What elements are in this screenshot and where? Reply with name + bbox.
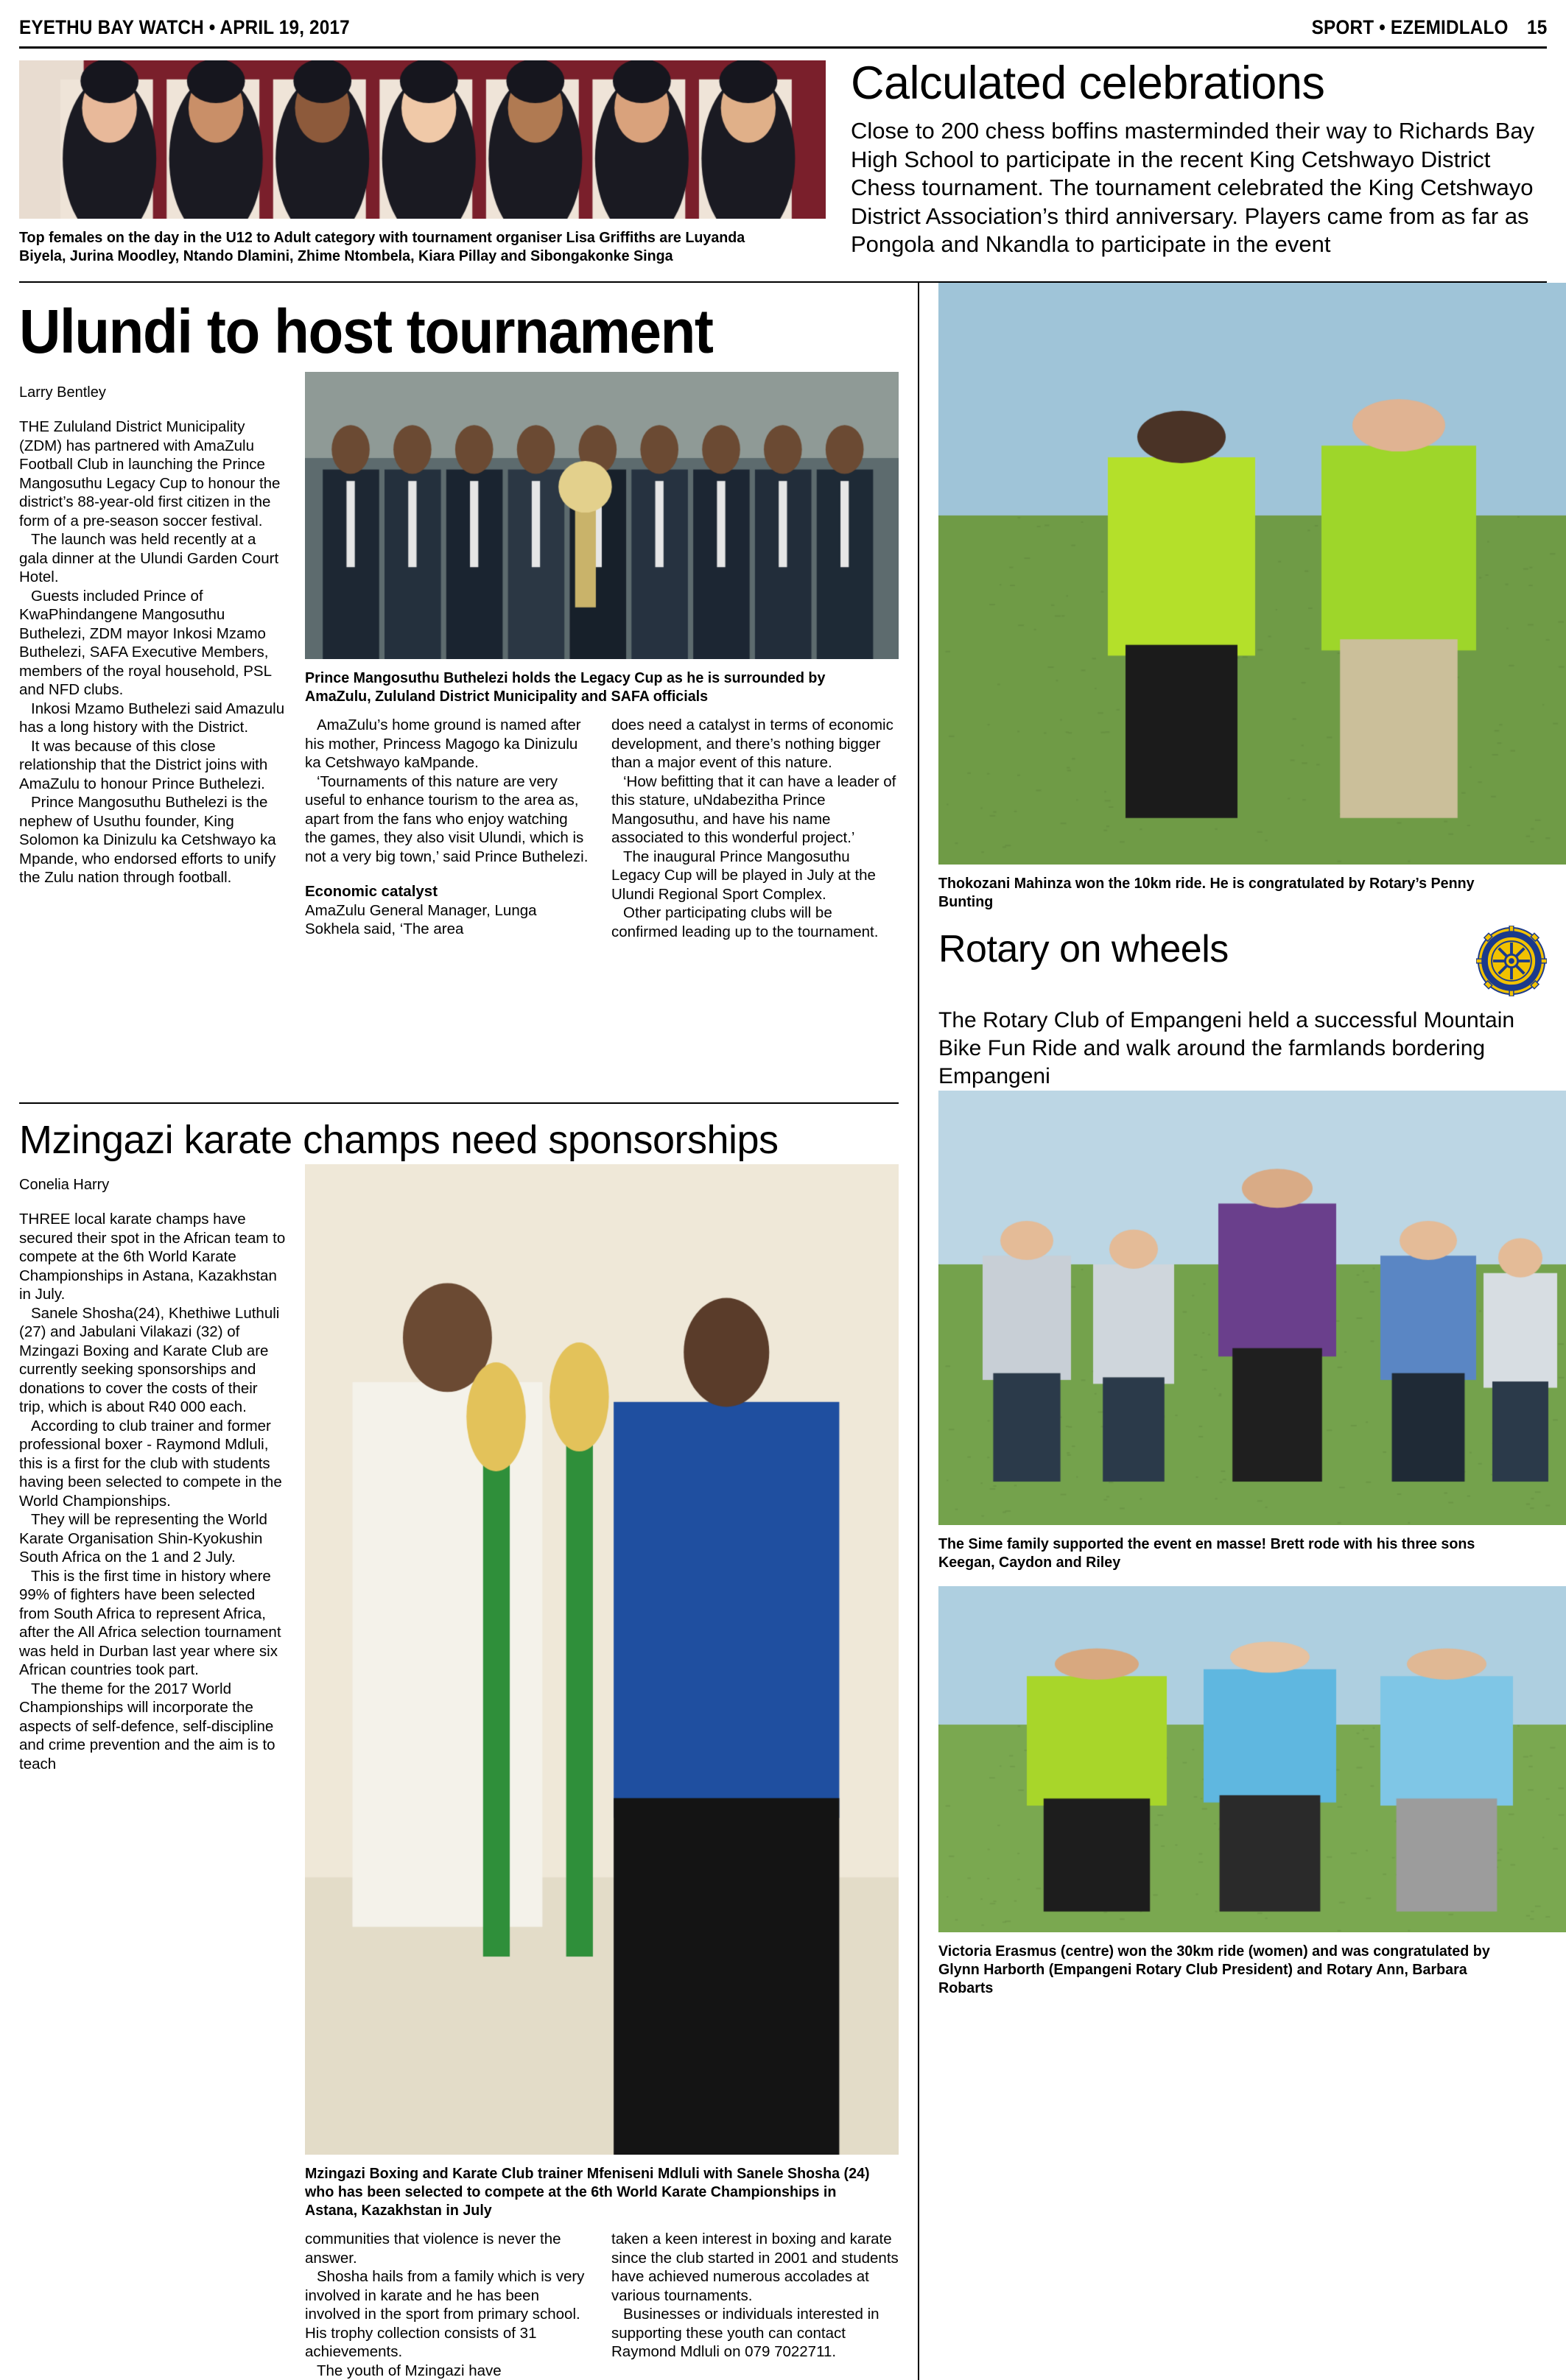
chess-photo — [19, 60, 826, 219]
paragraph: This is the first time in history where 99% of fighters have been selected from South Africa to represent Africa, after the All Africa selection tournament was held in Durban last year where six African countries took part. — [19, 1567, 286, 1680]
paragraph: ‘How befitting that it can have a leader of this stature, uNdabezitha Prince Mangosuthu, and have his name associated to this wonderful project.’ — [611, 772, 899, 848]
masthead — [19, 0, 1547, 46]
rotary-standfirst: The Rotary Club of Empangeni held a successful Mountain Bike Fun Ride and walk around the farmlands bordering Empangeni — [938, 1007, 1547, 1091]
paragraph: THE Zululand District Municipality (ZDM) has partnered with AmaZulu Football Club in launching the Prince Mangosuthu Legacy Cup to honour the district’s 88-year-old first citizen in the form of a pre-season soccer festival. — [19, 418, 286, 530]
paragraph: Prince Mangosuthu Buthelezi is the nephew of Usuthu founder, King Solomon ka Dinizulu ka Cetshwayo ka Mpande, who endorsed efforts to unify the Zulu nation through football. — [19, 793, 286, 887]
paragraph: They will be representing the World Karate Organisation Shin-Kyokushin South Africa on the 1 and 2 July. — [19, 1510, 286, 1567]
rotary-article — [919, 283, 1547, 1091]
paragraph: does need a catalyst in terms of economic development, and there’s nothing bigger than a major event of this nature. — [611, 716, 899, 772]
ulundi-subhead: Economic catalyst — [305, 882, 592, 901]
rotary-photos — [919, 1091, 1547, 2380]
karate-byline: Conelia Harry — [19, 1176, 286, 1194]
masthead-right: SPORT • EZEMIDLALO — [1312, 16, 1509, 39]
section-rule-2 — [19, 1102, 899, 1104]
paragraph: ‘Tournaments of this nature are very useful to enhance tourism to the area as, apart from the fans who enjoy watching the games, they also visit Ulundi, which is not a very big town,’ said Prince Buthelezi. — [305, 772, 592, 867]
ulundi-col1-text — [19, 418, 286, 887]
ulundi-column-1 — [19, 372, 286, 941]
paragraph: Guests included Prince of KwaPhindangene Mangosuthu Buthelezi, ZDM mayor Inkosi Mzamo Buthelezi, SAFA Executive Members, members of the royal household, PSL and NFD clubs. — [19, 587, 286, 700]
chess-section — [19, 49, 1547, 265]
chess-headline: Calculated celebrations — [851, 60, 1547, 107]
ulundi-rotary-section — [19, 283, 1547, 1091]
rotary-headline: Rotary on wheels — [938, 930, 1229, 968]
paragraph: The theme for the 2017 World Championships will incorporate the aspects of self-defence, self-discipline and crime prevention and the aim is to teach — [19, 1680, 286, 1774]
karate-column-1 — [19, 1164, 286, 2380]
karate-photo-caption: Mzingazi Boxing and Karate Club trainer Mfeniseni Mdluli with Sanele Shosha (24) who has been selected to compete at the 6th World Karate Championships in Astana, Kazakhstan in July — [305, 2164, 875, 2219]
victoria-photo-caption: Victoria Erasmus (centre) won the 30km ride (women) and was congratulated by Glynn Harborth (Empangeni Rotary Club President) and Rotary Ann, Barbara Robarts — [938, 1942, 1523, 1997]
ulundi-headline: Ulundi to host tournament — [19, 296, 837, 367]
rotary-photo-caption: Thokozani Mahinza won the 10km ride. He is congratulated by Rotary’s Penny Bunting — [938, 874, 1523, 911]
paragraph: Other participating clubs will be confirmed leading up to the tournament. — [611, 904, 899, 941]
karate-article — [19, 1091, 919, 2380]
chess-standfirst: Close to 200 chess boffins masterminded their way to Richards Bay High School to participate in the recent King Cetshwayo District Chess tournament. The tournament celebrated the King Cetshwayo District Association’s third anniversary. Players came from as far as Pongola and Nkandla to participate in the event — [851, 117, 1547, 259]
ulundi-article — [19, 283, 919, 1091]
paragraph: The launch was held recently at a gala dinner at the Ulundi Garden Court Hotel. — [19, 530, 286, 587]
rotary-international-logo-icon — [1476, 926, 1547, 996]
paragraph: Businesses or individuals interested in supporting these youth can contact Raymond Mdluli on 079 7022711. — [611, 2305, 899, 2362]
paragraph: The inaugural Prince Mangosuthu Legacy Cup will be played in July at the Ulundi Regional Sport Complex. — [611, 848, 899, 904]
victoria-photo — [938, 1586, 1566, 1932]
paragraph: Inkosi Mzamo Buthelezi said Amazulu has a long history with the District. — [19, 700, 286, 737]
ulundi-column-2 — [305, 716, 592, 941]
chess-photo-caption: Top females on the day in the U12 to Adult category with tournament organiser Lisa Griffiths are Luyanda Biyela, Jurina Moodley, Ntando Dlamini, Zhime Ntombela, Kiara Pillay and Sibongakonke Singa — [19, 228, 793, 265]
paragraph: Shosha hails from a family which is very involved in karate and he has been involved in the sport from primary school. His trophy collection consists of 31 achievements. — [305, 2267, 592, 2362]
sime-photo-caption: The Sime family supported the event en masse! Brett rode with his three sons Keegan, Caydon and Riley — [938, 1535, 1523, 1571]
karate-headline: Mzingazi karate champs need sponsorships — [19, 1120, 899, 1160]
paragraph: communities that violence is never the answer. — [305, 2230, 592, 2267]
rotary-winner-photo — [938, 283, 1566, 865]
ulundi-photo — [305, 372, 899, 659]
paragraph: AmaZulu General Manager, Lunga Sokhela said, ‘The area — [305, 901, 592, 939]
karate-photo — [305, 1164, 899, 2155]
paragraph: AmaZulu’s home ground is named after his mother, Princess Magogo ka Dinizulu ka Cetshwayo kaMpande. — [305, 716, 592, 772]
paragraph: taken a keen interest in boxing and karate since the club started in 2001 and students have achieved numerous accolades at various tournaments. — [611, 2230, 899, 2305]
paragraph: The youth of Mzingazi have — [305, 2362, 592, 2380]
ulundi-byline: Larry Bentley — [19, 384, 286, 401]
page-number: 15 — [1527, 16, 1547, 39]
karate-section — [19, 1091, 1547, 2380]
paragraph: It was because of this close relationship that the District joins with AmaZulu to honour Prince Buthelezi. — [19, 737, 286, 794]
paragraph: Sanele Shosha(24), Khethiwe Luthuli (27) and Jabulani Vilakazi (32) of Mzingazi Boxing and Karate Club are currently seeking sponsorships and donations to cover the costs of their trip, which is about R40 000 each. — [19, 1304, 286, 1417]
ulundi-column-3 — [611, 716, 899, 941]
paragraph: According to club trainer and former professional boxer - Raymond Mdluli, this is a first for the club with students having been selected to compete in the World Championships. — [19, 1417, 286, 1511]
ulundi-photo-caption: Prince Mangosuthu Buthelezi holds the Legacy Cup as he is surrounded by AmaZulu, Zululand District Municipality and SAFA officials — [305, 669, 875, 705]
masthead-left: EYETHU BAY WATCH • APRIL 19, 2017 — [19, 16, 350, 39]
karate-column-2 — [305, 2230, 592, 2380]
paragraph: THREE local karate champs have secured their spot in the African team to compete at the 6th World Karate Championships in Astana, Kazakhstan in July. — [19, 1210, 286, 1304]
sime-family-photo — [938, 1091, 1566, 1525]
karate-column-3 — [611, 2230, 899, 2380]
